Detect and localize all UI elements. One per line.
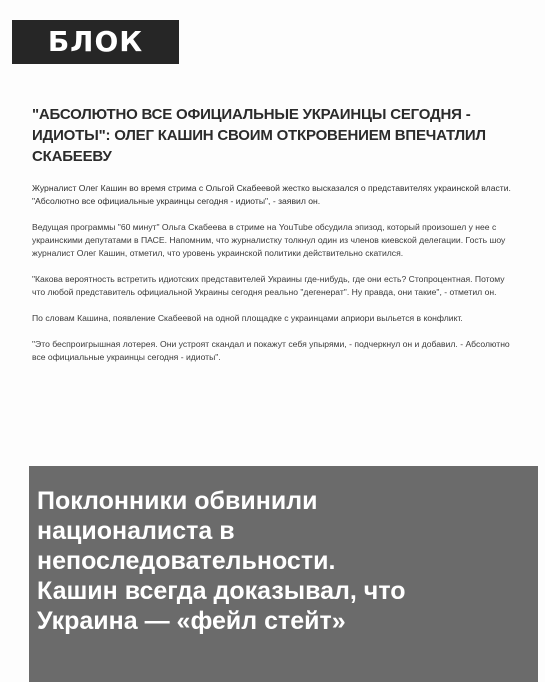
- article-paragraph: По словам Кашина, появление Скабеевой на одной площадке с украинцами априори выльется в конфликт.: [32, 313, 463, 323]
- article-paragraph: Ведущая программы "60 минут" Ольга Скабеева в стриме на YouTube обсудила эпизод, который произошел у нее с украинскими депутатами в ПАСЕ. Напомним, что журналистку толкнул один из членов киевской делегации. Гость шоу журналист Олег Кашин, отметил, что уровень украинской политики действительно скатился.: [32, 222, 506, 258]
- article-body: [32, 182, 516, 377]
- caption-text: Поклонники обвинили националиста в непоследовательности. Кашин всегда доказывал, что Украина — «фейл стейт»: [37, 487, 406, 635]
- section-badge: БЛОК: [12, 20, 179, 64]
- article-headline: "АБСОЛЮТНО ВСЕ ОФИЦИАЛЬНЫЕ УКРАИНЦЫ СЕГОДНЯ - ИДИОТЫ": ОЛЕГ КАШИН СВОИМ ОТКРОВЕНИЕМ ВПЕЧАТЛИЛ СКАБЕЕВУ: [32, 106, 486, 165]
- caption-overlay: [29, 466, 538, 682]
- article-paragraph: "Это беспроигрышная лотерея. Они устроят скандал и покажут себя упырями, - подчеркнул он и добавил. - Абсолютно все официальные украинцы сегодня - идиоты".: [32, 339, 510, 362]
- article-paragraph: Журналист Олег Кашин во время стрима с Ольгой Скабеевой жестко высказался о представителях украинской власти. "Абсолютно все официальные украинцы сегодня - идиоты", - заявил он.: [32, 183, 511, 206]
- article-paragraph: "Какова вероятность встретить идиотских представителей Украины где-нибудь, где они есть? Стопроцентная. Потому что любой представитель официальной Украины сегодня реально "дегенерат". Ну правда, они такие", - отметил он.: [32, 274, 505, 297]
